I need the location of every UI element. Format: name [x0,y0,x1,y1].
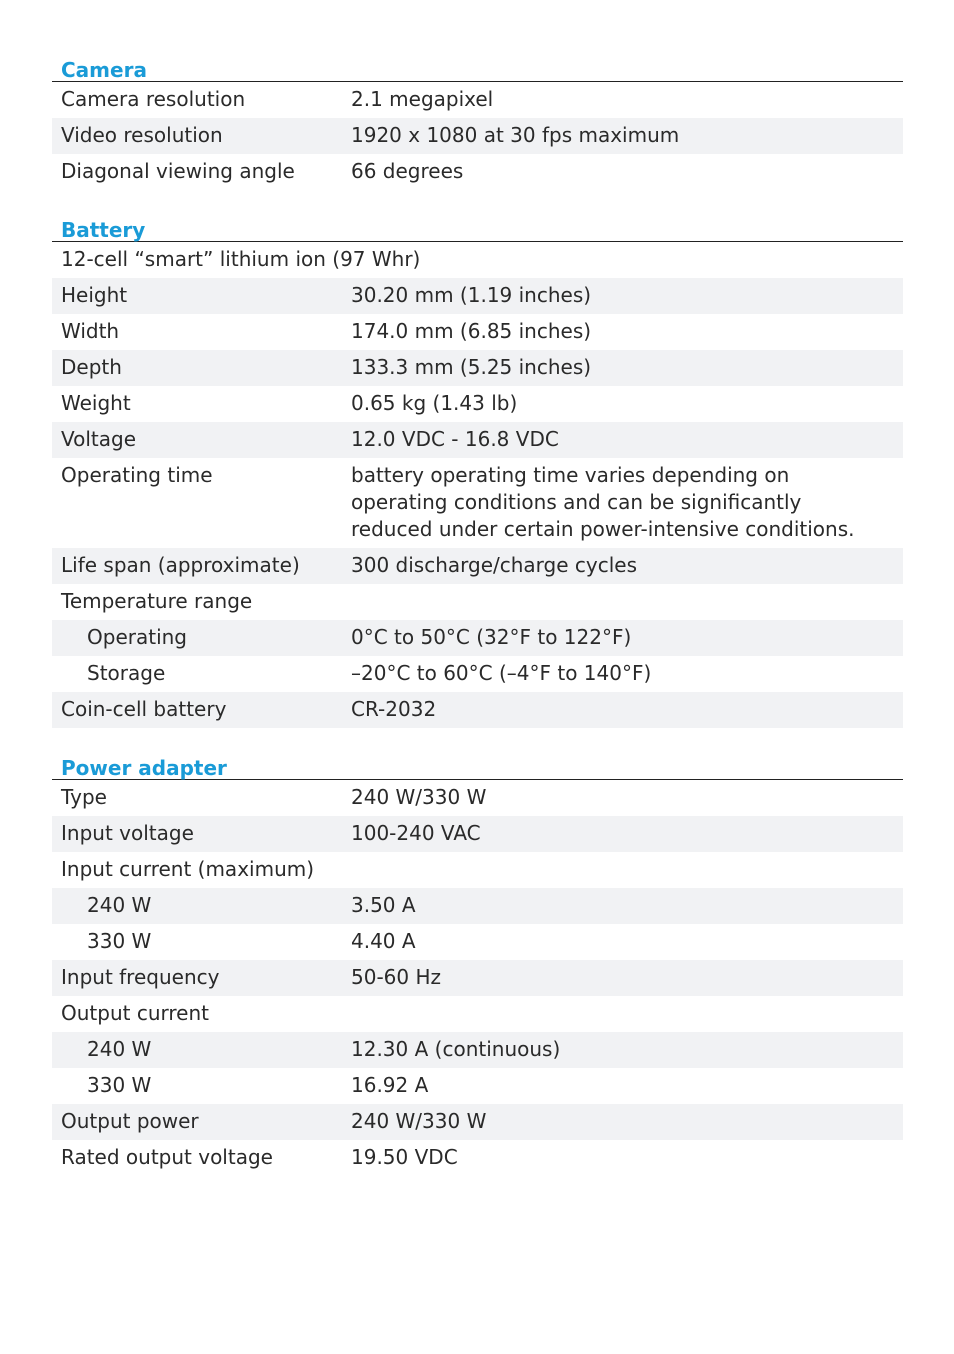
spec-label: Input voltage [52,816,342,852]
spec-value: –20°C to 60°C (–4°F to 140°F) [351,661,652,685]
spec-value: 133.3 mm (5.25 inches) [342,350,903,386]
spec-label: Operating time [61,463,213,487]
spec-value: 30.20 mm (1.19 inches) [342,278,903,314]
table-row [52,692,903,728]
power-adapter-table [52,780,903,1176]
table-row [52,458,903,548]
spec-value: 4.40 A [351,929,416,953]
table-row [52,816,903,852]
table-row [52,242,903,278]
spec-page [52,52,903,1198]
spec-label: Output power [52,1104,342,1140]
spec-label: Depth [52,350,342,386]
spec-value: 100-240 VAC [342,816,903,852]
spec-value: 3.50 A [342,888,903,924]
battery-section [52,212,903,728]
spec-label: Coin-cell battery [52,692,342,728]
spec-label: Diagonal viewing angle [61,159,295,183]
spec-value: 0.65 kg (1.43 lb) [351,391,518,415]
section-title-camera: Camera [52,52,903,82]
table-row [52,548,903,584]
section-title-power-adapter: Power adapter [52,750,903,780]
spec-value: 19.50 VDC [351,1145,458,1169]
spec-value: CR-2032 [342,692,903,728]
table-row [52,960,903,996]
table-row [52,1104,903,1140]
table-row [52,278,903,314]
table-row [52,584,903,620]
spec-label: 330 W [87,929,152,953]
table-row [52,350,903,386]
power-adapter-section [52,750,903,1176]
spec-value: 50-60 Hz [342,960,903,996]
table-row [52,852,903,888]
table-row [52,422,903,458]
spec-value: 16.92 A [351,1073,429,1097]
table-row [52,386,903,422]
spec-label: 330 W [87,1073,152,1097]
spec-label: Width [61,319,120,343]
section-title-battery: Battery [52,212,903,242]
table-row [52,154,903,190]
table-row [52,1068,903,1104]
table-row [52,82,903,118]
spec-label: Type [61,785,107,809]
spec-value: 2.1 megapixel [351,87,494,111]
spec-label: 240 W [52,888,342,924]
camera-table [52,82,903,190]
spec-value-line: reduced under certain power-intensive conditions. [351,517,855,541]
battery-type-line: 12-cell “smart” lithium ion (97 Whr) [61,247,421,271]
spec-value-line: operating conditions and can be significantly [351,490,802,514]
spec-label: Operating [52,620,342,656]
table-row [52,118,903,154]
battery-table [52,242,903,728]
spec-label: Output current [61,1001,209,1025]
spec-value: 240 W/330 W [342,1104,903,1140]
table-row [52,780,903,816]
spec-label: Height [52,278,342,314]
table-row [52,656,903,692]
spec-value: 0°C to 50°C (32°F to 122°F) [342,620,903,656]
table-row [52,1032,903,1068]
table-row [52,314,903,350]
spec-value-line: battery operating time varies depending on [351,463,790,487]
camera-section [52,52,903,190]
spec-label: Input frequency [52,960,342,996]
spec-value: 1920 x 1080 at 30 fps maximum [342,118,903,154]
spec-value: 12.0 VDC - 16.8 VDC [342,422,903,458]
spec-value: 240 W/330 W [351,785,487,809]
spec-label: Rated output voltage [61,1145,273,1169]
table-row [52,1140,903,1176]
table-row [52,888,903,924]
spec-value-multiline [342,458,903,548]
spec-value [342,996,903,1032]
spec-value: 66 degrees [351,159,464,183]
spec-label: Weight [61,391,131,415]
table-row [52,996,903,1032]
spec-value [342,584,903,620]
spec-value: 174.0 mm (6.85 inches) [351,319,592,343]
spec-value: 300 discharge/charge cycles [342,548,903,584]
spec-label: 240 W [52,1032,342,1068]
spec-label: Video resolution [52,118,342,154]
table-row [52,620,903,656]
spec-label: Camera resolution [61,87,246,111]
spec-label: Temperature range [61,589,253,613]
spec-label: Life span (approximate) [52,548,342,584]
table-row [52,924,903,960]
spec-label: Voltage [52,422,342,458]
spec-label: Storage [87,661,166,685]
spec-value [342,852,903,888]
spec-value: 12.30 A (continuous) [342,1032,903,1068]
spec-label: Input current (maximum) [61,857,315,881]
